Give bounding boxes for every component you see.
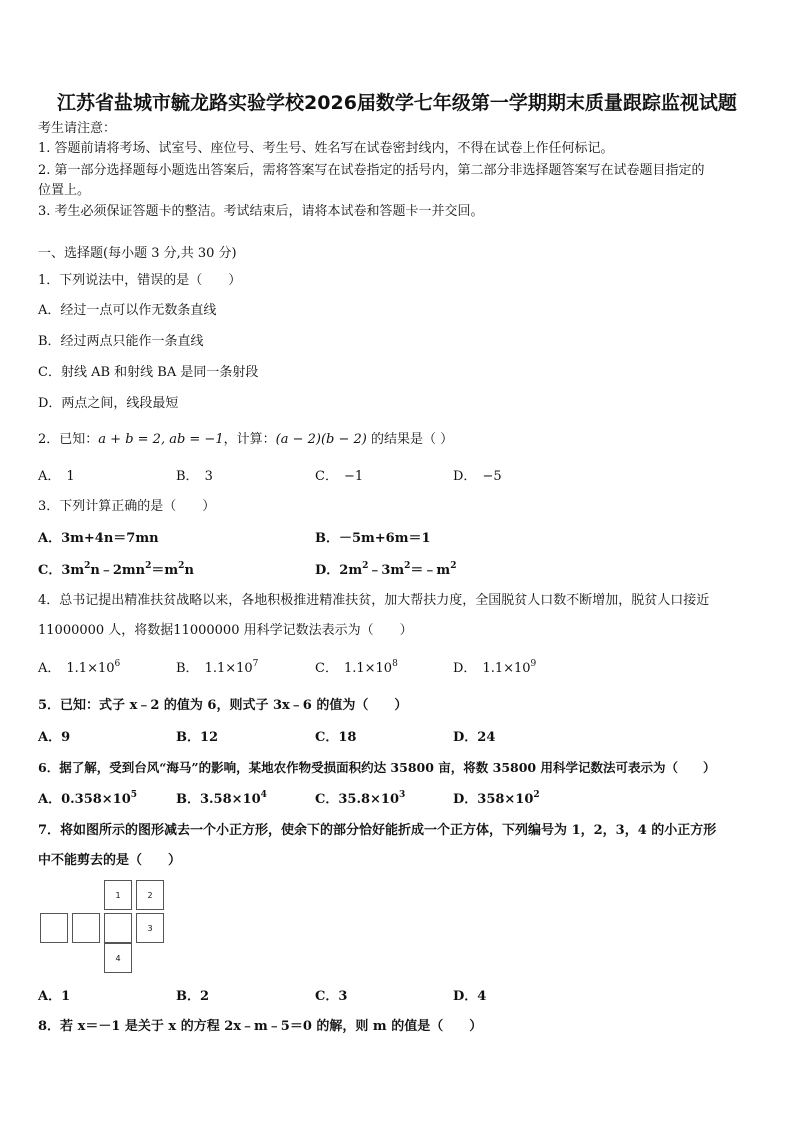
question-8-stem: 8．若 x＝－1 是关于 x 的方程 2x﹣m﹣5＝0 的解，则 m 的值是（ ）	[38, 1019, 483, 1034]
notice-heading: 考生请注意：	[38, 121, 117, 136]
question-4-option-b: B． $1.1\times 10^7$	[176, 659, 259, 676]
notice-item-3: 3. 考生必须保证答题卡的整洁。考试结束后，请将本试卷和答题卡一并交回。	[38, 204, 484, 219]
question-7-option-c: C．3	[315, 989, 348, 1004]
question-4-stem-line1: 4．总书记提出精准扶贫战略以来，各地积极推进精准扶贫，加大帮扶力度，全国脱贫人口数不断增加，脱贫人口接近	[38, 593, 710, 608]
notice-item-2: 2. 第一部分选择题每小题选出答案后，需将答案写在试卷指定的括号内，第二部分非选择题答案写在试卷题目指定的	[38, 163, 705, 178]
question-7-stem-line2: 中不能剪去的是（ ）	[38, 853, 182, 868]
question-4-stem-line2: 11000000 人，将数据11000000 用科学记数法表示为（ ）	[38, 623, 413, 638]
net-cell-4: 4	[104, 943, 132, 973]
question-6-option-c: C．$35.8\times 10^3$	[315, 790, 406, 807]
question-1-option-a: A．经过一点可以作无数条直线	[38, 303, 217, 318]
question-2-option-a: A． 1	[38, 469, 75, 484]
net-cell-center	[104, 913, 132, 943]
question-2-stem	[38, 431, 453, 449]
question-4-option-d: D． $1.1\times 10^9$	[453, 659, 537, 676]
notice-item-1: 1. 答题前请将考场、试室号、座位号、考生号、姓名写在试卷密封线内，不得在试卷上作任何标记。	[38, 141, 614, 156]
question-7-stem-line1: 7．将如图所示的图形减去一个小正方形，使余下的部分恰好能折成一个正方体，下列编号为 1，2，3，4 的小正方形	[38, 823, 717, 838]
q2-post: 的结果是（ ）	[366, 432, 454, 447]
question-7-option-b: B．2	[176, 989, 210, 1004]
question-5-option-a: A．9	[38, 730, 71, 745]
q2-given: a + b = 2, ab = −1	[98, 432, 224, 447]
net-cell-1: 1	[104, 880, 132, 910]
question-3-option-b: B．－5m+6m＝1	[315, 531, 431, 546]
question-5-option-d: D．24	[453, 730, 496, 745]
question-6-option-d: D．$358\times 10^2$	[453, 790, 540, 807]
question-1-option-c: C．射线 AB 和射线 BA 是同一条射段	[38, 365, 259, 380]
question-2-option-b: B． 3	[176, 469, 213, 484]
q2-expr: (a − 2)(b − 2)	[275, 432, 367, 447]
question-7-option-a: A．1	[38, 989, 71, 1004]
section-heading: 一、选择题(每小题 3 分,共 30 分)	[38, 246, 237, 261]
question-5-option-c: C．18	[315, 730, 357, 745]
net-cell-blank-2	[72, 913, 100, 943]
page-title: 江苏省盐城市毓龙路实验学校2026届数学七年级第一学期期末质量跟踪监视试题	[57, 92, 737, 114]
question-2-option-d: D． −5	[453, 469, 502, 484]
net-cell-3: 3	[136, 913, 164, 943]
question-1-option-b: B．经过两点只能作一条直线	[38, 334, 204, 349]
question-3-option-d: D．$2m^2﹣3m^2=﹣m^2$	[315, 561, 457, 578]
question-1-option-d: D．两点之间，线段最短	[38, 396, 179, 411]
question-5-stem: 5．已知：式子 x﹣2 的值为 6，则式子 3x﹣6 的值为（ ）	[38, 698, 408, 713]
net-cell-2: 2	[136, 880, 164, 910]
question-3-stem: 3．下列计算正确的是（ ）	[38, 499, 216, 514]
question-4-option-a: A． $1.1\times 10^6$	[38, 659, 121, 676]
cube-net-figure	[40, 880, 170, 975]
question-1-stem: 1．下列说法中，错误的是（ ）	[38, 273, 242, 288]
question-6-option-b: B．$3.58\times 10^4$	[176, 790, 267, 807]
question-7-option-d: D．4	[453, 989, 487, 1004]
question-6-stem: 6．据了解，受到台风“海马”的影响，某地农作物受损面积约达 35800 亩，将数 35800 用科学记数法可表示为（ ）	[38, 760, 716, 775]
net-cell-blank-1	[40, 913, 68, 943]
question-3-option-a: A．3m+4n＝7mn	[38, 531, 159, 546]
question-6-option-a: A．$0.358\times 10^5$	[38, 790, 138, 807]
q2-pre: 2．已知：	[38, 432, 99, 447]
q2-mid: ，计算：	[223, 432, 276, 447]
question-2-option-c: C． −1	[315, 469, 364, 484]
question-4-option-c: C． $1.1\times 10^8$	[315, 659, 398, 676]
notice-item-2-cont: 位置上。	[38, 183, 91, 198]
question-3-option-c: C．$3m^2n﹣2mn^2=m^2n$	[38, 561, 194, 578]
question-5-option-b: B．12	[176, 730, 219, 745]
